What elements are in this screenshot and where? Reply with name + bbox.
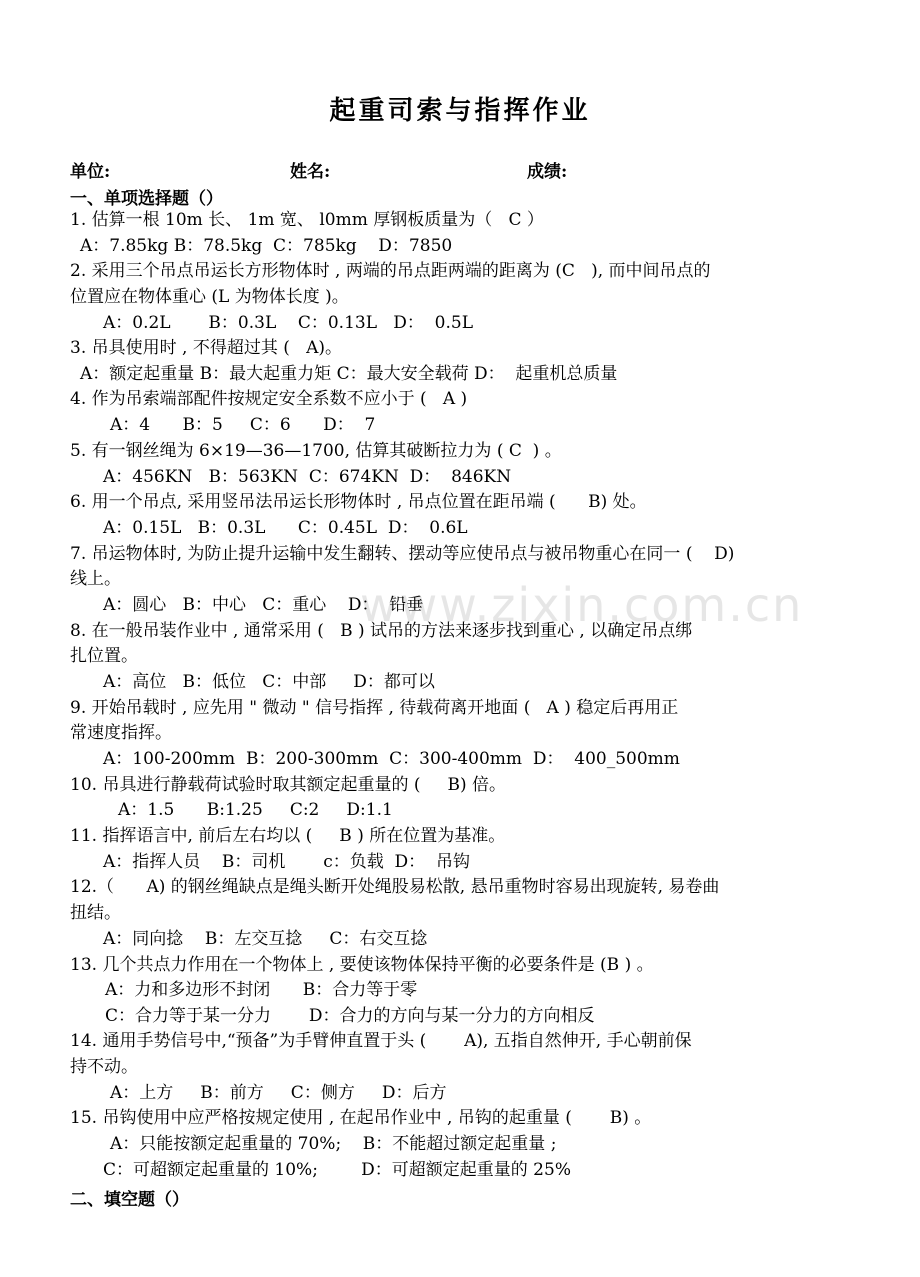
question-9-cont: 常速度指挥。 <box>70 723 172 743</box>
question-8-cont: 扎位置。 <box>70 646 138 666</box>
page-title: 起重司索与指挥作业 <box>329 96 591 126</box>
question-15-options-2: C：可超额定起重量的 10%; D：可超额定起重量的 25% <box>103 1160 571 1180</box>
question-11-options: A：指挥人员 B：司机 c：负载 D： 吊钩 <box>103 852 470 872</box>
question-13: 13. 几个共点力作用在一个物体上 , 要使该物体保持平衡的必要条件是 (B ) 。 <box>70 955 654 975</box>
question-14: 14. 通用手势信号中,“预备”为手臂伸直置于头 ( A), 五指自然伸开, 手心朝前保 <box>70 1031 692 1051</box>
question-5-options: A：456KN B：563KN C：674KN D： 846KN <box>103 467 512 487</box>
question-5: 5. 有一钢丝绳为 6×19—36—1700, 估算其破断拉力为 ( C ) 。 <box>70 441 562 461</box>
question-12-cont: 扭结。 <box>70 903 121 923</box>
question-2-cont: 位置应在物体重心 (L 为物体长度 )。 <box>70 287 349 307</box>
question-7: 7. 吊运物体时, 为防止提升运输中发生翻转、摆动等应使吊点与被吊物重心在同一 ( D) <box>70 544 735 564</box>
question-1: 1. 估算一根 10m 长、 1m 宽、 l0mm 厚钢板质量为（ C ） <box>70 210 544 230</box>
question-12-options: A：同向捻 B：左交互捻 C：右交互捻 <box>103 929 428 949</box>
question-2-options: A：0.2L B：0.3L C：0.13L D： 0.5L <box>103 313 473 333</box>
unit-label: 单位: <box>70 162 111 182</box>
section-fill-heading: 二、填空题（） <box>70 1190 189 1210</box>
question-7-options: A：圆心 B：中心 C：重心 D： 铅垂 <box>103 595 424 615</box>
question-4: 4. 作为吊索端部配件按规定安全系数不应小于 ( A ) <box>70 389 468 409</box>
question-6-options: A：0.15L B：0.3L C：0.45L D： 0.6L <box>103 518 468 538</box>
name-label: 姓名: <box>290 162 331 182</box>
question-7-cont: 线上。 <box>70 569 121 589</box>
question-13-options-1: A：力和多边形不封闭 B：合力等于零 <box>105 980 418 1000</box>
question-3-options: A：额定起重量 B：最大起重力矩 C：最大安全载荷 D： 起重机总质量 <box>80 364 618 384</box>
question-4-options: A：4 B：5 C：6 D： 7 <box>110 415 376 435</box>
question-14-cont: 持不动。 <box>70 1057 138 1077</box>
question-8-options: A：高位 B：低位 C：中部 D：都可以 <box>103 672 435 692</box>
question-10-options: A：1.5 B:1.25 C:2 D:1.1 <box>118 800 393 820</box>
question-3: 3. 吊具使用时 , 不得超过其 ( A)。 <box>70 338 342 358</box>
section-choice-heading: 一、单项选择题（） <box>70 189 223 209</box>
score-label: 成绩: <box>527 162 568 182</box>
question-11: 11. 指挥语言中, 前后左右均以 ( B ) 所在位置为基准。 <box>70 826 506 846</box>
question-15-options-1: A：只能按额定起重量的 70%; B：不能超过额定起重量 ; <box>110 1134 557 1154</box>
question-13-options-2: C：合力等于某一分力 D：合力的方向与某一分力的方向相反 <box>105 1006 595 1026</box>
question-9-options: A：100-200mm B：200-300mm C：300-400mm D： 400_500mm <box>103 749 680 769</box>
question-15: 15. 吊钩使用中应严格按规定使用 , 在起吊作业中 , 吊钩的起重量 ( B) 。 <box>70 1108 652 1128</box>
question-10: 10. 吊具进行静载荷试验时取其额定起重量的 ( B) 倍。 <box>70 775 507 795</box>
watermark: www.zixin.com.cn <box>360 578 804 632</box>
question-6: 6. 用一个吊点, 采用竖吊法吊运长形物体时 , 吊点位置在距吊端 ( B) 处。 <box>70 492 647 512</box>
question-9: 9. 开始吊载时 , 应先用 " 微动 " 信号指挥 , 待载荷离开地面 ( A ) 稳定后再用正 <box>70 698 679 718</box>
question-14-options: A：上方 B：前方 C：侧方 D：后方 <box>110 1083 447 1103</box>
question-1-options: A：7.85kg B：78.5kg C：785kg D：7850 <box>80 236 453 256</box>
question-2: 2. 采用三个吊点吊运长方形物体时 , 两端的吊点距两端的距离为 (C ), 而中间吊点的 <box>70 261 711 281</box>
question-8: 8. 在一般吊装作业中 , 通常采用 ( B ) 试吊的方法来逐步找到重心 , 以确定吊点绑 <box>70 621 693 641</box>
question-12: 12.（ A) 的钢丝绳缺点是绳头断开处绳股易松散, 悬吊重物时容易出现旋转, 易卷曲 <box>70 877 720 897</box>
